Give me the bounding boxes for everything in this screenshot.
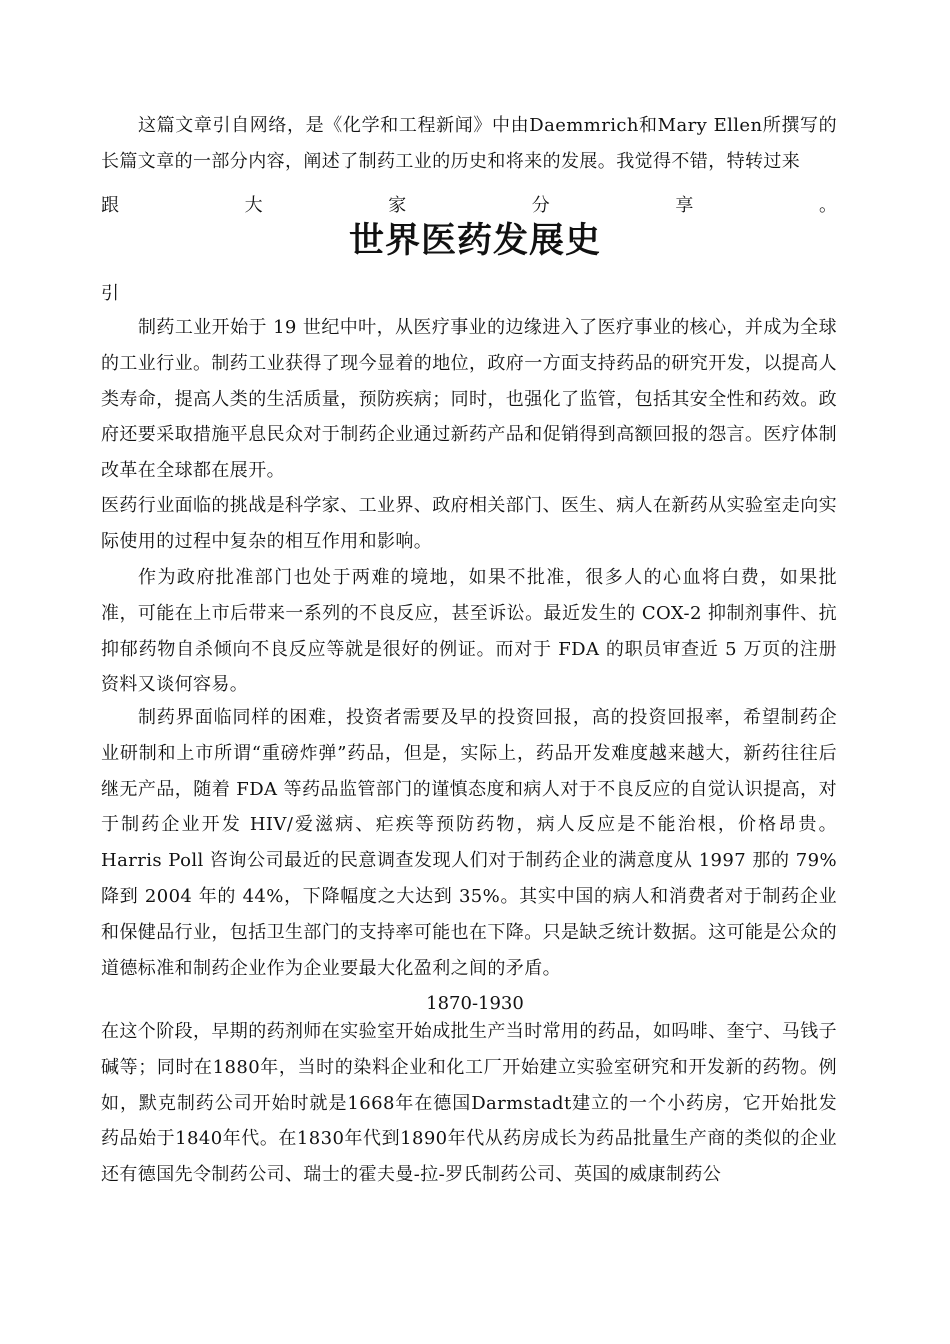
intro-char: 分 [531,195,550,216]
body-paragraph: 作为政府批准部门也处于两难的境地，如果不批准，很多人的心血将白费，如果批准，可能在上市后带来一系列的不良反应，甚至诉讼。最近发生的 COX-2 抑制剂事件、抗抑郁药物自杀倾向不良反应等就是很好的例证。而对于 FDA 的职员审查近 5 万页的注册资料又谈何容易。 [101,567,837,696]
period-heading: 1870-1930 [426,993,524,1014]
intro-char: 。 [818,195,837,216]
intro-char: 享 [675,195,694,216]
intro-char: 大 [244,195,263,216]
document-title: 世界医药发展史 [348,221,601,261]
intro-char: 家 [388,195,407,216]
section-heading: 引 [101,283,119,304]
body-paragraph: 制药工业开始于 19 世纪中叶，从医疗事业的边缘进入了医疗事业的核心，并成为全球的工业行业。制药工业获得了现今显着的地位，政府一方面支持药品的研究开发，以提高人类寿命，提高人类的生活质量，预防疾病；同时，也强化了监管，包括其安全性和药效。政府还要采取措施平息民众对于制药企业通过新药产品和促销得到高额回报的怨言。医疗体制改革在全球都在展开。 [101,317,837,482]
body-paragraph: 医药行业面临的挑战是科学家、工业界、政府相关部门、医生、病人在新药从实验室走向实际使用的过程中复杂的相互作用和影响。 [101,495,837,552]
body-paragraph: 制药界面临同样的困难，投资者需要及早的投资回报，高的投资回报率，希望制药企业研制和上市所谓“重磅炸弹”药品，但是，实际上，药品开发难度越来越大，新药往往后继无产品，随着 FDA 等药品监管部门的谨慎态度和病人对于不良反应的自觉认识提高，对于制药企业开发 HIV/爱滋病、疟疾等预防药物，病人反应是不能治根，价格昂贵。Harris Poll 咨询公司最近的民意调查发现人们对于制药企业的满意度从 1997 那的 79%降到 2004 年的 44%，下降幅度之大达到 35%。其实中国的病人和消费者对于制药企业和保健品行业，包括卫生部门的支持率可能也在下降。只是缺乏统计数据。这可能是公众的道德标准和制药企业作为企业要最大化盈利之间的矛盾。 [101,707,837,979]
intro-paragraph: 这篇文章引自网络，是《化学和工程新闻》中由Daemmrich和Mary Ellen所撰写的长篇文章的一部分内容，阐述了制药工业的历史和将来的发展。我觉得不错，特转过来 [101,115,837,172]
period-paragraph: 在这个阶段，早期的药剂师在实验室开始成批生产当时常用的药品，如吗啡、奎宁、马钱子碱等；同时在1880年，当时的染料企业和化工厂开始建立实验室研究和开发新的药物。例如，默克制药公司开始时就是1668年在德国Darmstadt建立的一个小药房，它开始批发药品始于1840年代。在1830年代到1890年代从药房成长为药品批量生产商的类似的企业还有德国先令制药公司、瑞士的霍夫曼-拉-罗氏制药公司、英国的威康制药公 [101,1021,837,1186]
intro-char: 跟 [101,195,119,216]
